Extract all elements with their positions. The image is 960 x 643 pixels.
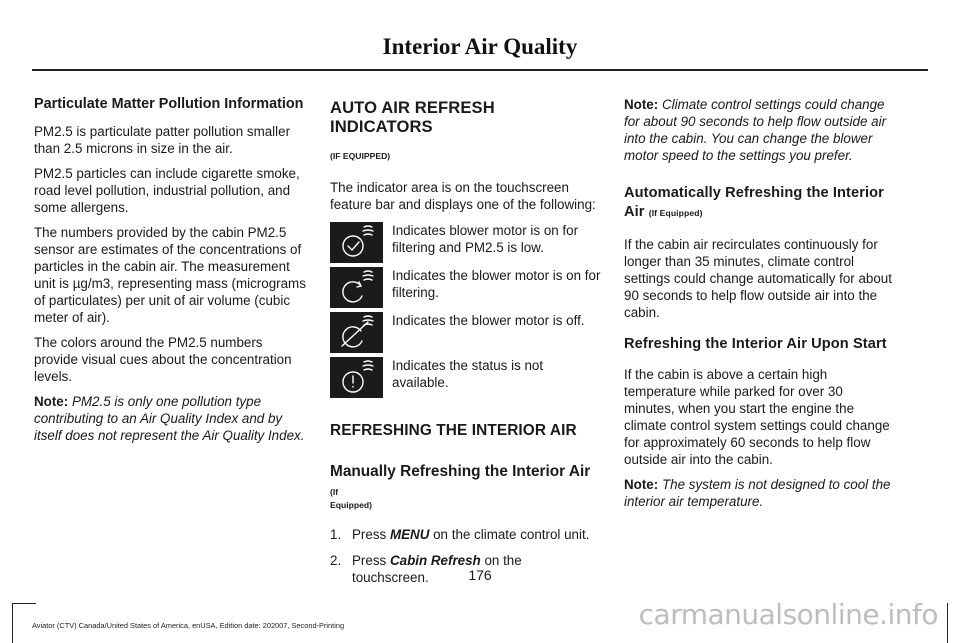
indicator-row <box>330 357 602 398</box>
paragraph: PM2.5 is particulate patter pollution smaller than 2.5 microns in size in the air. <box>34 124 291 156</box>
indicators-intro: The indicator area is on the touchscreen feature bar and displays one of the following: <box>330 180 596 212</box>
fan-refresh-icon <box>330 267 383 308</box>
step-post: on the climate control unit. <box>429 527 590 542</box>
subheading-auto-refresh <box>624 184 896 222</box>
left-column <box>34 96 306 452</box>
note-label: Note: <box>624 97 659 112</box>
paragraph: If the cabin is above a certain high temperature while parked for over 30 minutes, when you start the engine the climate control system settings could change for approximately 60 seconds to help flow outside air into the cabin. <box>624 367 890 467</box>
cabin-refresh-label: Cabin Refresh <box>389 553 481 568</box>
subheading-manual <box>330 462 602 500</box>
header-rule <box>32 69 928 71</box>
indicator-row <box>330 312 602 353</box>
step-pre: Press <box>352 527 390 542</box>
indicator-row <box>330 222 602 263</box>
page-number: 176 <box>468 567 492 583</box>
menu-label: MENU <box>389 527 430 542</box>
edition-footer: Aviator (CTV) Canada/United States of America, enUSA, Edition date: 202007, Second-Printing <box>32 621 345 630</box>
paragraph: If the cabin air recirculates continuously for longer than 35 minutes, climate control settings could change automatically for about 90 seconds to help flow outside air into the cabin. <box>624 237 892 320</box>
step-post: on the touchscreen. <box>352 553 522 585</box>
right-column <box>624 96 896 518</box>
indicator-row <box>330 267 602 308</box>
middle-column <box>330 96 602 595</box>
note-text: PM2.5 is only one pollution type contributing to an Air Quality Index and by itself does not represent the Air Quality Index. <box>34 394 305 443</box>
section-heading-pm25: Particulate Matter Pollution Information <box>34 96 304 112</box>
crop-mark <box>947 603 948 643</box>
note <box>624 476 896 510</box>
fan-check-icon <box>330 222 383 263</box>
fan-off-icon <box>330 312 383 353</box>
section-heading-refreshing: REFRESHING THE INTERIOR AIR <box>330 422 577 439</box>
step-pre: Press <box>352 553 390 568</box>
note-label: Note: <box>624 477 659 492</box>
crop-mark <box>12 603 36 604</box>
subheading-qualifier: Equipped) <box>330 500 373 510</box>
watermark: carmanualsonline.info <box>638 598 938 631</box>
note-text: The system is not designed to cool the interior air temperature. <box>624 477 891 509</box>
fan-alert-icon <box>330 357 383 398</box>
note-text: Climate control settings could change for about 90 seconds to help flow outside air into the cabin. You can change the blower motor speed to the settings you prefer. <box>624 97 887 163</box>
subheading-qualifier: (If Equipped) <box>648 208 703 218</box>
subheading-text: Manually Refreshing the Interior Air <box>330 463 591 480</box>
paragraph: The numbers provided by the cabin PM2.5 sensor are estimates of the concentrations of particles in the cabin air. The measurement unit is µg/m3, representing mass (micrograms of particulates) per unit of air volume (cubic meter of air). <box>34 225 306 325</box>
indicator-text: Indicates the blower motor is on for filtering. <box>392 268 601 300</box>
crop-mark <box>12 603 13 643</box>
step-text <box>352 526 589 543</box>
list-item <box>330 526 602 543</box>
subheading-upon-start: Refreshing the Interior Air Upon Start <box>624 336 887 352</box>
subheading-qualifier: (If <box>330 487 339 497</box>
indicator-text: Indicates blower motor is on for filtering and PM2.5 is low. <box>392 223 579 255</box>
indicator-text: Indicates the blower motor is off. <box>392 313 585 328</box>
paragraph: The colors around the PM2.5 numbers provide visual cues about the concentration levels. <box>34 335 292 384</box>
section-heading-indicators: AUTO AIR REFRESH INDICATORS <box>330 98 495 136</box>
note <box>624 96 896 164</box>
equipped-qualifier: (IF EQUIPPED) <box>330 151 391 161</box>
note <box>34 393 306 444</box>
paragraph: PM2.5 particles can include cigarette smoke, road level pollution, industrial pollution, and some allergens. <box>34 166 300 215</box>
note-label: Note: <box>34 394 69 409</box>
indicator-text: Indicates the status is not available. <box>392 358 544 390</box>
page-title: Interior Air Quality <box>382 34 578 59</box>
step-number: 1. <box>330 527 342 542</box>
step-number: 2. <box>330 553 342 568</box>
subheading-text: Automatically Refreshing the Interior Air <box>624 185 884 220</box>
